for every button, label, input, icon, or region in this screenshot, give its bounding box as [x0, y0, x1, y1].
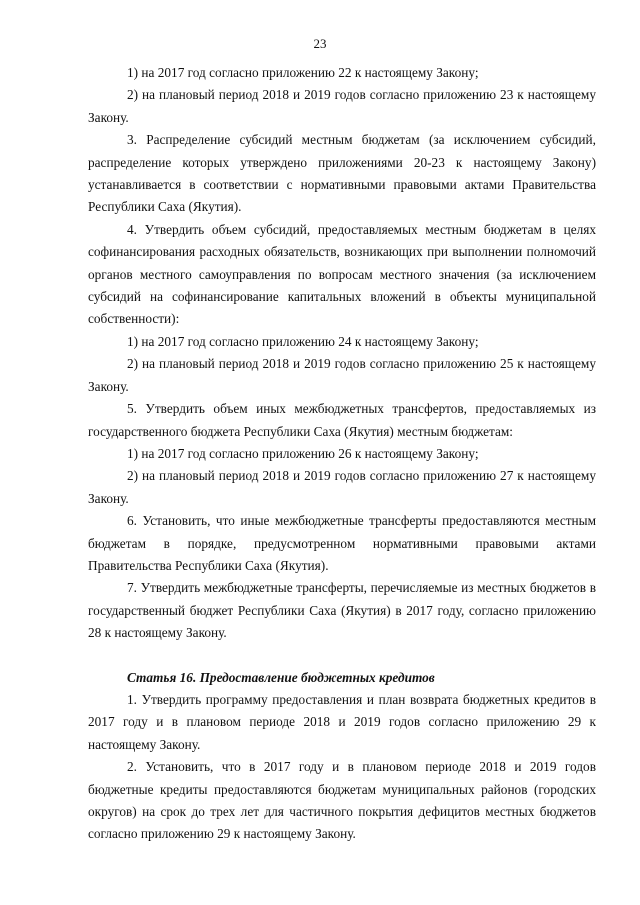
- document-body: [88, 62, 596, 846]
- paragraph: 5. Утвердить объем иных межбюджетных трансфертов, предоставляемых из государственного бюджета Республики Саха (Якутия) местным бюджетам:: [88, 401, 596, 439]
- paragraph: 3. Распределение субсидий местным бюджетам (за исключением субсидий, распределение которых утверждено приложениями 20-23 к настоящему Закону) устанавливается в соответствии с нормативными правовыми актами Правительства Республики Саха (Якутия).: [88, 132, 596, 215]
- paragraph: 4. Утвердить объем субсидий, предоставляемых местным бюджетам в целях софинансирования расходных обязательств, возникающих при выполнении полномочий органов местного самоуправления по вопросам местного значения (за исключением субсидий на софинансирование капитальных вложений в объекты муниципальной собственности):: [88, 221, 596, 327]
- paragraph: 2) на плановый период 2018 и 2019 годов согласно приложению 25 к настоящему Закону.: [88, 356, 596, 394]
- paragraph: 7. Утвердить межбюджетные трансферты, перечисляемые из местных бюджетов в государственный бюджет Республики Саха (Якутия) в 2017 году, согласно приложению 28 к настоящему Закону.: [88, 580, 596, 641]
- paragraph: 1) на 2017 год согласно приложению 24 к настоящему Закону;: [127, 333, 479, 349]
- paragraph: 2) на плановый период 2018 и 2019 годов согласно приложению 23 к настоящему Закону.: [88, 87, 596, 125]
- paragraph: 1) на 2017 год согласно приложению 26 к настоящему Закону;: [127, 445, 479, 461]
- article-heading: Статья 16. Предоставление бюджетных кредитов: [127, 669, 435, 685]
- page-number: 23: [313, 36, 327, 51]
- paragraph: 2) на плановый период 2018 и 2019 годов согласно приложению 27 к настоящему Закону.: [88, 468, 596, 506]
- paragraph: 1. Утвердить программу предоставления и план возврата бюджетных кредитов в 2017 году и в плановом периоде 2018 и 2019 годов согласно приложению 29 к настоящему Закону.: [88, 691, 596, 752]
- paragraph: 2. Установить, что в 2017 году и в плановом периоде 2018 и 2019 годов бюджетные кредиты предоставляются бюджетам муниципальных районов (городских округов) на срок до трех лет для частичного покрытия дефицитов местных бюджетов согласно приложению 29 к настоящему Закону.: [88, 759, 596, 842]
- paragraph: 6. Установить, что иные межбюджетные трансферты предоставляются местным бюджетам в порядке, предусмотренном нормативными правовыми актами Правительства Республики Саха (Якутия).: [88, 513, 596, 573]
- paragraph: 1) на 2017 год согласно приложению 22 к настоящему Закону;: [127, 65, 479, 80]
